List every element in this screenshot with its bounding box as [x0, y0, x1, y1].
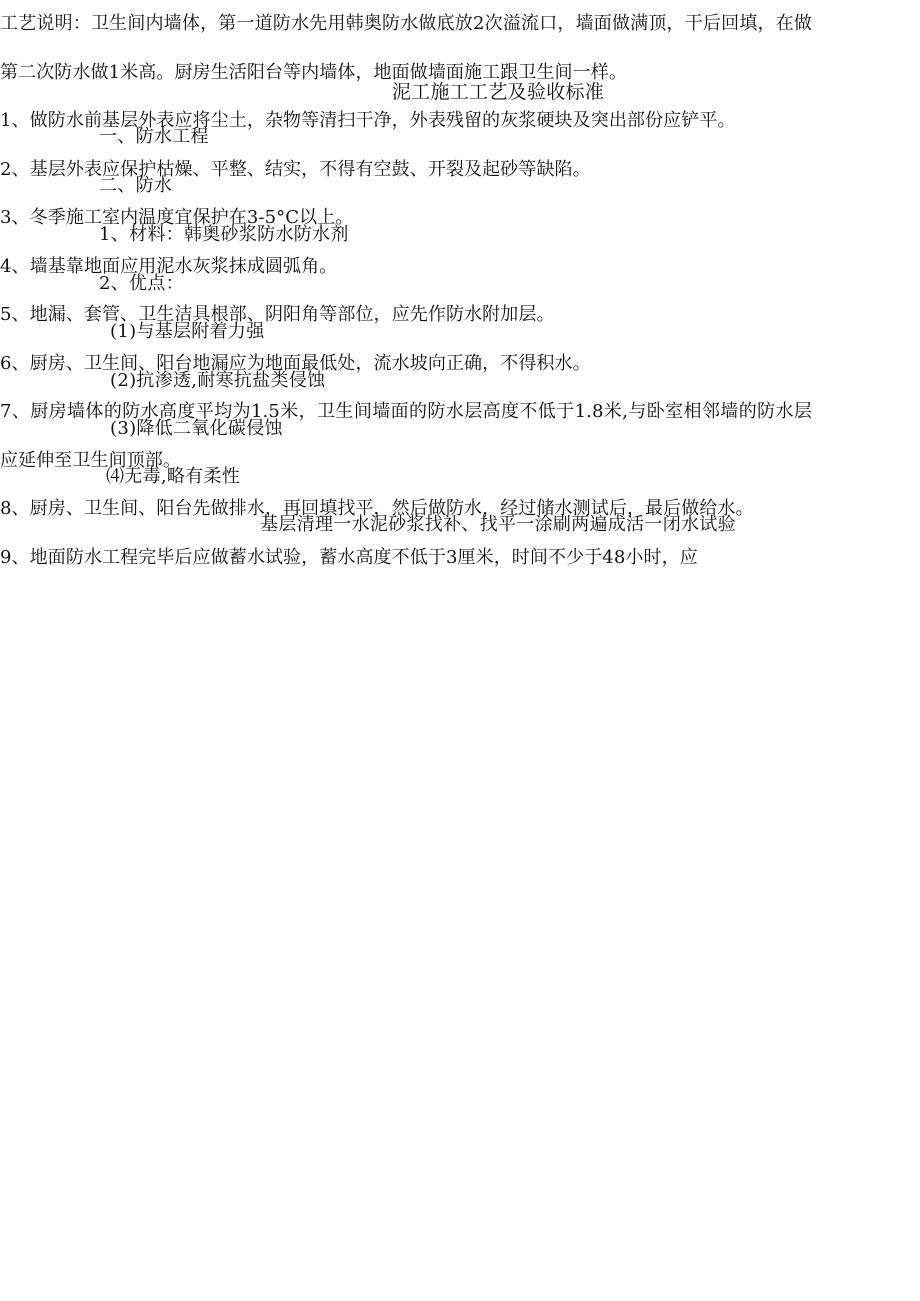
heading-waterproof: 二、防水: [99, 175, 173, 196]
document-title: 泥工施工工艺及验收标准: [391, 81, 605, 103]
requirement-item: 6、厨房、卫生间、阳台地漏应为地面最低处，流水坡向正确，不得积水。: [0, 352, 591, 374]
advantage-item: (3)降低二氧化碳侵蚀: [110, 418, 283, 439]
requirement-item: 5、地漏、套管、卫生洁具根部、阴阳角等部位，应先作防水附加层。: [0, 304, 555, 325]
requirement-item: 7、厨房墙体的防水高度平均为1.5米，卫生间墙面的防水层高度不低于1.8米,与卧室相邻墙的防水层应延伸至卫生间顶部。: [0, 401, 812, 471]
requirement-item: 8、厨房、卫生间、阳台先做排水，再回填找平，然后做防水，经过储水测试后，最后做给水。: [0, 498, 754, 519]
requirement-item: 9、地面防水工程完毕后应做蓄水试验，蓄水高度不低于3厘米，时间不少于48小时，应: [0, 546, 698, 568]
advantage-item: (2)抗渗透,耐寒抗盐类侵蚀: [110, 370, 326, 391]
process-flow: 基层清理一水泥砂浆找补、找平一涂刷两遍成活一闭水试验: [260, 514, 736, 535]
requirement-item: 2、基层外表应保护枯燥、平整、结实，不得有空鼓、开裂及起砂等缺陷。: [0, 158, 591, 180]
heading-waterproof-engineering: 一、防水工程: [99, 126, 209, 147]
requirement-item: 4、墙基靠地面应用泥水灰浆抹成圆弧角。: [0, 255, 338, 277]
advantage-item: (1)与基层附着力强: [110, 321, 265, 342]
requirement-item: 1、做防水前基层外表应将尘土，杂物等清扫干净，外表残留的灰浆硬块及突出部份应铲平。: [0, 110, 736, 131]
advantages-label: 2、优点：: [99, 273, 184, 294]
material-line: 1、材料：韩奥砂浆防水防水剂: [99, 224, 349, 245]
process-description: 工艺说明：卫生间内墙体，第一道防水先用韩奥防水做底放2次溢流口，墙面做满顶，干后回填，在做第二次防水做1米高。厨房生活阳台等内墙体，地面做墙面施工跟卫生间一样。: [0, 13, 812, 83]
requirement-item: 3、冬季施工室内温度宜保护在3-5°C以上。: [0, 207, 354, 228]
advantage-item: ⑷无毒,略有柔性: [106, 466, 241, 487]
